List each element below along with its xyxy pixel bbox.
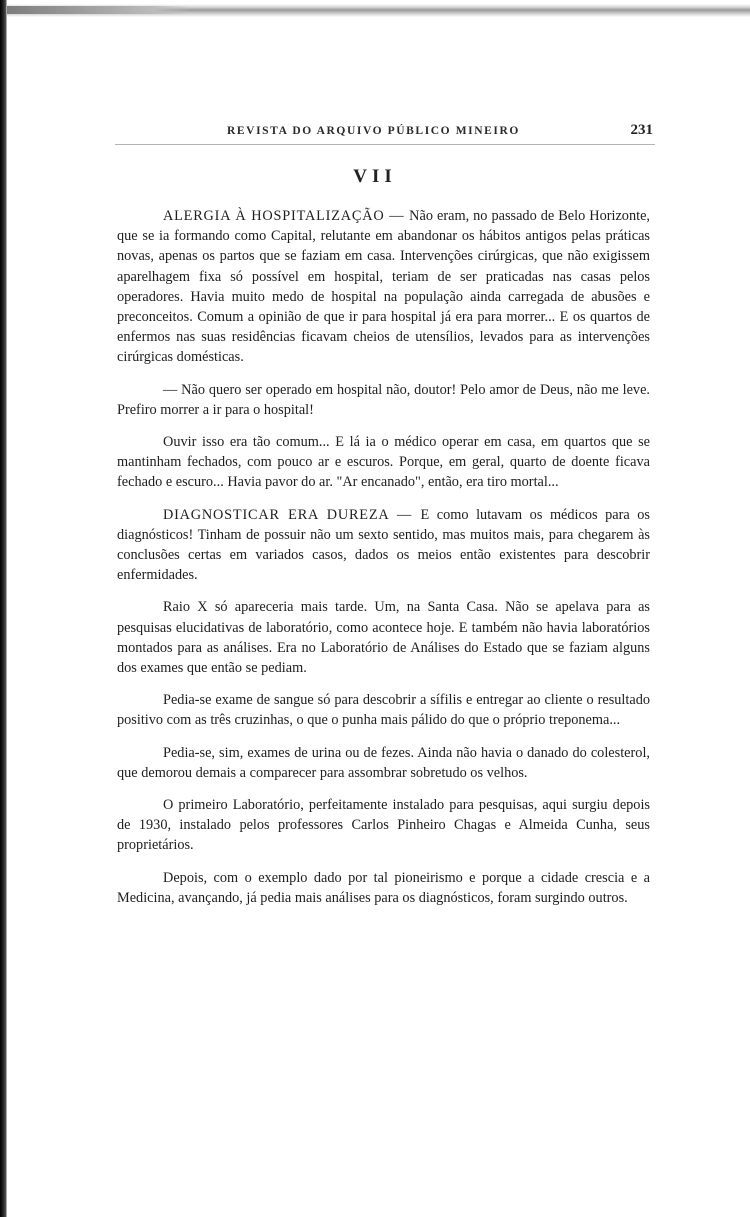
paragraph (117, 380, 650, 420)
page-number: 231 (630, 122, 653, 138)
paragraph-text: — Não quero ser operado em hospital não, doutor! Pelo amor de Deus, não me leve. Prefiro morrer a ir para o hospital! (117, 381, 650, 418)
paragraph (117, 432, 650, 493)
paragraph (117, 690, 650, 730)
paragraph-text: E como lutavam os médicos para os diagnósticos! Tinham de possuir não um sexto sentido, mas muitos mais, para chegarem às conclusões certas em variados casos, dados os meios então existentes para descobrir enfermidades. (117, 506, 650, 584)
section-lead: ALERGIA À HOSPITALIZAÇÃO — (163, 208, 410, 224)
paragraph-text: O primeiro Laboratório, perfeitamente instalado para pesquisas, aqui surgiu depois de 1930, instalado pelos professores Carlos Pinheiro Chagas e Almeida Cunha, seus proprietários. (117, 797, 650, 854)
paragraph (117, 743, 650, 783)
paragraph-text: Não eram, no passado de Belo Horizonte, que se ia formando como Capital, relutante em abandonar os hábitos antigos pelas práticas novas, apenas os partos que se faziam em casa. Intervenções cirúrgicas, que não exigissem aparelhagem fixa só possível em hospital, teriam de ser praticadas nas casas pelos operadores. Havia muito medo de hospital na população ainda carregada de abusões e preconceitos. Comum a opinião de que ir para hospital já era para morrer... E os quartos de enfermos nas suas residências ficavam cheios de utensílios, levados para as intervenções cirúrgicas domésticas. (117, 208, 650, 366)
running-header (115, 122, 655, 145)
paragraph (117, 597, 650, 678)
body-text (117, 206, 650, 920)
chapter-heading: VII (353, 166, 397, 187)
section-lead: DIAGNOSTICAR ERA DUREZA — (163, 506, 421, 523)
page-top-shadow (0, 6, 190, 14)
paragraph (117, 206, 650, 368)
paragraph-text: Pedia-se, sim, exames de urina ou de fezes. Ainda não havia o danado do colesterol, que demorou demais a comparecer para assombrar sobretudo os velhos. (117, 744, 650, 781)
paragraph (117, 505, 650, 586)
paragraph-text: Depois, com o exemplo dado por tal pioneirismo e porque a cidade crescia e a Medicina, avançando, já pedia mais análises para os diagnósticos, foram surgindo outros. (117, 869, 650, 906)
paragraph-text: Ouvir isso era tão comum... E lá ia o médico operar em casa, em quartos que se mantinham fechados, com pouco ar e escuros. Porque, em geral, quarto de doente ficava fechado e escuro... Havia pavor do ar. "Ar encanado", então, era tiro mortal... (117, 434, 650, 491)
running-title: REVISTA DO ARQUIVO PÚBLICO MINEIRO (227, 125, 520, 137)
paragraph-text: Pedia-se exame de sangue só para descobrir a sífilis e entregar ao cliente o resultado positivo com as três cruzinhas, o que o punha mais pálido do que o próprio treponema... (117, 692, 650, 729)
paragraph-text: Raio X só apareceria mais tarde. Um, na Santa Casa. Não se apelava para as pesquisas elucidativas de laboratório, como acontece hoje. E também não havia laboratórios montados para as análises. Era no Laboratório de Análises do Estado que se faziam alguns dos exames que então se pediam. (117, 599, 650, 677)
paragraph (117, 868, 650, 908)
paragraph (117, 795, 650, 856)
